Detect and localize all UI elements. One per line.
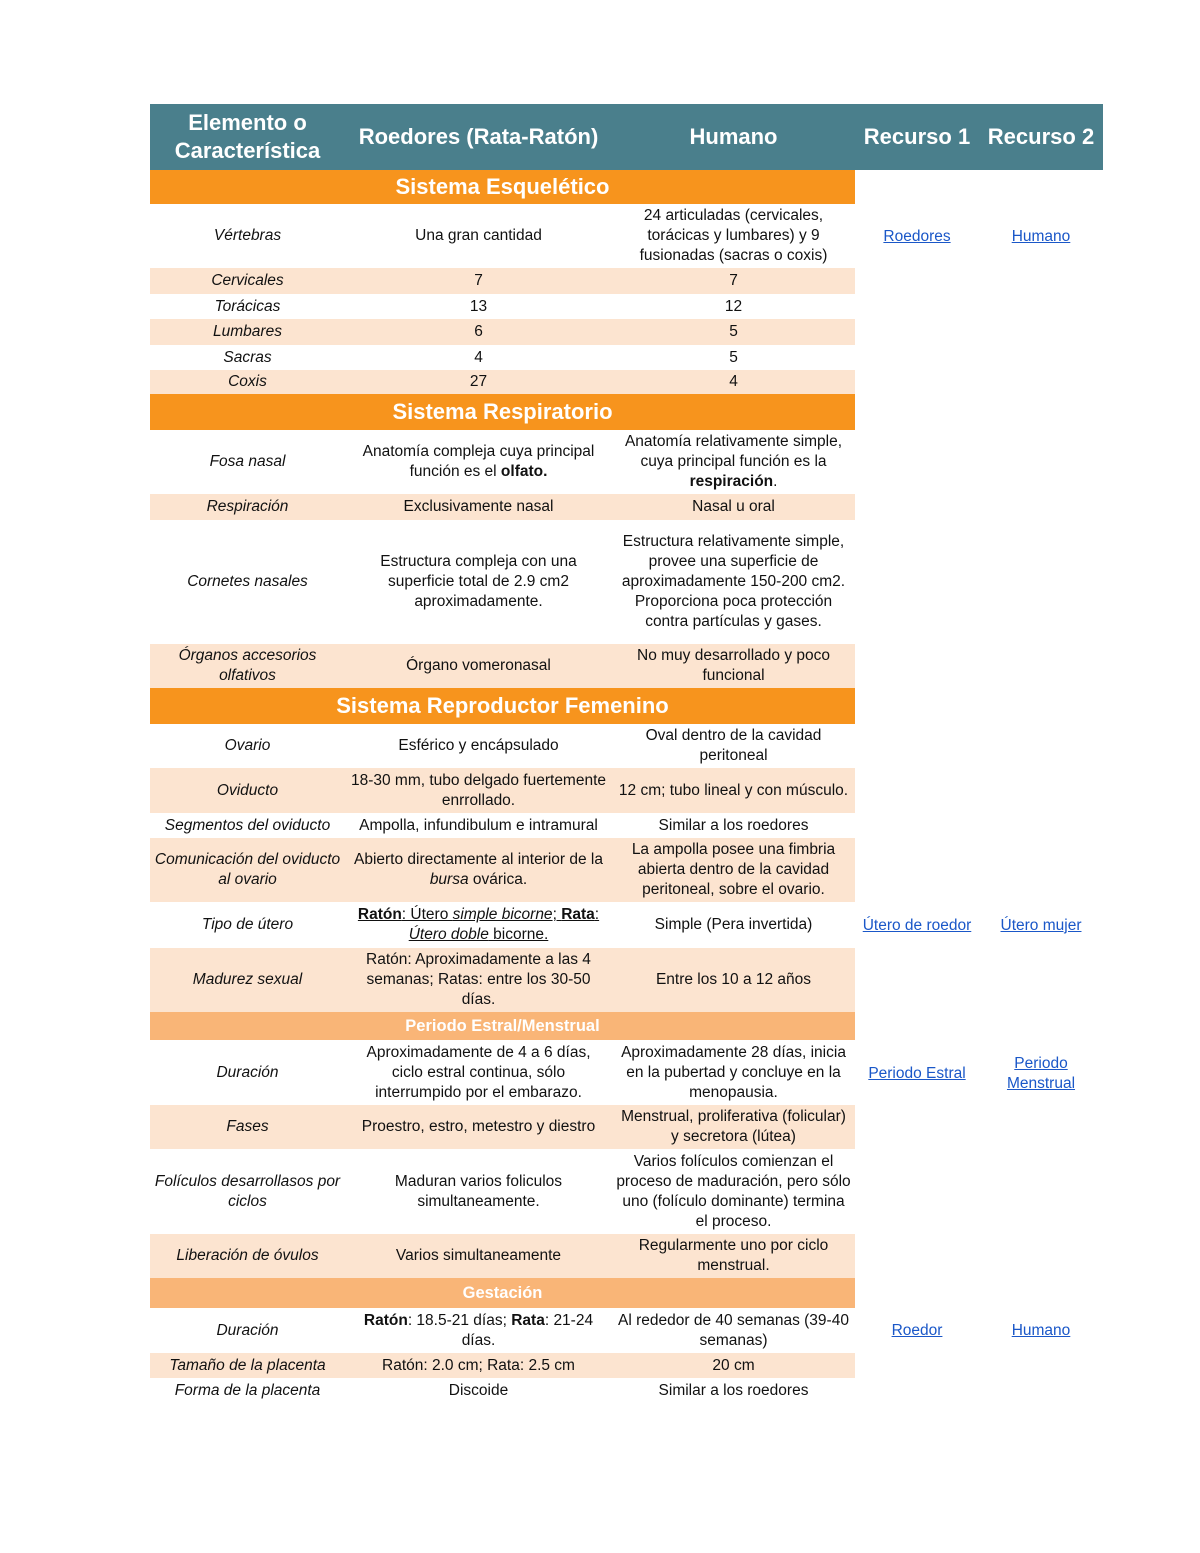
table-row xyxy=(150,902,855,948)
link-woman-uterus[interactable]: Útero mujer xyxy=(1000,917,1082,934)
row-human: 4 xyxy=(729,373,738,390)
row-human: Simple (Pera invertida) xyxy=(654,916,813,933)
row-rodents: 13 xyxy=(469,297,488,315)
row-human: 7 xyxy=(729,272,738,289)
row-human: Similar a los roedores xyxy=(658,816,809,834)
row-human: 5 xyxy=(729,323,738,340)
table-row xyxy=(150,294,855,319)
row-human: 24 articuladas (cervicales, torácicas y lumbares) y 9 fusionadas (sacras o coxis) xyxy=(639,207,828,264)
row-element: Torácicas xyxy=(214,297,281,315)
row-rodents: Esférico y encápsulado xyxy=(398,737,559,754)
row-human: Menstrual, proliferativa (folicular) y secretora (lútea) xyxy=(621,1108,846,1145)
table-row xyxy=(150,838,855,902)
link-menstrual-period[interactable]: Periodo Menstrual xyxy=(1006,1055,1076,1092)
row-rodents: Ratón: Útero simple bicorne; Rata: Útero doble bicorne. xyxy=(357,906,600,943)
row-human: Al rededor de 40 semanas (39-40 semanas) xyxy=(618,1311,849,1349)
row-human: Similar a los roedores xyxy=(658,1381,809,1399)
row-human: Estructura relativamente simple, provee una superficie de aproximadamente 150-200 cm2. Proporciona poca protección contra partículas y gases. xyxy=(621,533,846,630)
row-rodents: Varios simultaneamente xyxy=(395,1247,562,1264)
row-human: Entre los 10 a 12 años xyxy=(655,971,812,988)
header-rodents: Roedores (Rata-Ratón) xyxy=(345,104,612,170)
row-rodents: Ratón: 18.5-21 días; Rata: 21-24 días. xyxy=(363,1311,594,1349)
row-human: La ampolla posee una fimbria abierta dentro de la cavidad peritoneal, sobre el ovario. xyxy=(631,841,836,898)
row-element: Folículos desarrollasos por ciclos xyxy=(154,1172,341,1210)
table-row xyxy=(150,948,855,1012)
row-rodents: Discoide xyxy=(448,1381,509,1399)
row-rodents: 4 xyxy=(474,348,483,366)
row-rodents: Ratón: 2.0 cm; Rata: 2.5 cm xyxy=(382,1356,575,1374)
table-row xyxy=(150,268,855,294)
link-gestation-human[interactable]: Humano xyxy=(1011,1322,1071,1339)
row-element: Duración xyxy=(216,1321,279,1339)
link-skeletal-rodents[interactable]: Roedores xyxy=(883,228,951,245)
table-row xyxy=(150,1308,855,1353)
row-human: Aproximadamente 28 días, inicia en la pubertad y concluye en la menopausia. xyxy=(621,1043,846,1101)
header-resource-1: Recurso 1 xyxy=(855,104,979,170)
row-human: Regularmente uno por ciclo menstrual. xyxy=(638,1237,829,1274)
row-element: Coxis xyxy=(228,373,267,390)
table-row xyxy=(150,204,855,268)
row-element: Fosa nasal xyxy=(209,453,286,470)
row-element: Órganos accesorios olfativos xyxy=(178,647,317,684)
row-rodents: Abierto directamente al interior de la bursa ovárica. xyxy=(354,851,603,888)
row-rodents: Ampolla, infundibulum e intramural xyxy=(359,816,598,834)
table-row xyxy=(150,1234,855,1278)
row-rodents: 27 xyxy=(469,373,488,390)
section-respiratory: Sistema Respiratorio xyxy=(150,394,855,430)
row-element: Comunicación del oviducto al ovario xyxy=(154,851,341,888)
section-skeletal: Sistema Esquelético xyxy=(150,170,855,204)
row-rodents: Exclusivamente nasal xyxy=(403,498,554,515)
row-element: Madurez sexual xyxy=(192,971,303,988)
row-element: Tipo de útero xyxy=(201,916,294,933)
table-row xyxy=(150,430,855,494)
row-rodents: Estructura compleja con una superficie total de 2.9 cm2 aproximadamente. xyxy=(380,553,577,610)
table-row xyxy=(150,1040,855,1105)
row-rodents: Proestro, estro, metestro y diestro xyxy=(361,1118,596,1135)
row-rodents: 6 xyxy=(474,323,483,340)
subsection-estrous: Periodo Estral/Menstrual xyxy=(150,1012,855,1040)
table-row xyxy=(150,1378,855,1403)
table-row xyxy=(150,370,855,394)
link-estrous-period[interactable]: Periodo Estral xyxy=(868,1065,966,1082)
table-row xyxy=(150,1149,855,1234)
row-human: No muy desarrollado y poco funcional xyxy=(637,647,830,684)
header-element: Elemento o Característica xyxy=(150,104,345,170)
row-element: Respiración xyxy=(206,498,289,515)
row-element: Forma de la placenta xyxy=(174,1381,321,1399)
row-element: Oviducto xyxy=(216,781,279,799)
row-rodents: Maduran varios foliculos simultaneamente. xyxy=(394,1172,563,1210)
row-element: Sacras xyxy=(223,348,272,366)
row-human: 12 xyxy=(724,297,743,315)
table-row xyxy=(150,319,855,345)
row-rodents: Aproximadamente de 4 a 6 días, ciclo estral continua, sólo interrumpido por el embarazo. xyxy=(366,1043,591,1101)
row-human: Oval dentro de la cavidad peritoneal xyxy=(645,727,822,764)
row-human: 12 cm; tubo lineal y con músculo. xyxy=(618,781,849,799)
link-skeletal-human[interactable]: Humano xyxy=(1011,228,1071,245)
table-row xyxy=(150,494,855,520)
row-element: Vértebras xyxy=(213,227,282,244)
section-reproductive: Sistema Reproductor Femenino xyxy=(150,688,855,724)
table-row xyxy=(150,768,855,813)
row-rodents: 18-30 mm, tubo delgado fuertemente enrrollado. xyxy=(350,771,607,809)
row-element: Liberación de óvulos xyxy=(176,1247,319,1264)
table-row xyxy=(150,520,855,644)
table-row xyxy=(150,724,855,768)
row-human: 5 xyxy=(729,348,738,366)
row-rodents: 7 xyxy=(474,272,483,289)
link-gestation-rodent[interactable]: Roedor xyxy=(891,1322,943,1339)
row-human: Anatomía relativamente simple, cuya principal función es la respiración. xyxy=(624,433,843,490)
row-rodents: Ratón: Aproximadamente a las 4 semanas; Ratas: entre los 30-50 días. xyxy=(366,951,591,1008)
row-human: Nasal u oral xyxy=(692,498,775,515)
row-rodents: Órgano vomeronasal xyxy=(406,657,551,674)
row-element: Duración xyxy=(216,1063,279,1081)
row-element: Cervicales xyxy=(211,272,284,289)
header-human: Humano xyxy=(612,104,855,170)
row-element: Cornetes nasales xyxy=(187,573,308,590)
table-row xyxy=(150,1105,855,1149)
table-row xyxy=(150,813,855,838)
row-element: Fases xyxy=(226,1118,269,1135)
table-row xyxy=(150,345,855,370)
link-rodent-uterus[interactable]: Útero de roedor xyxy=(862,917,972,934)
header-resource-2: Recurso 2 xyxy=(979,104,1103,170)
row-element: Lumbares xyxy=(213,323,282,340)
row-human: Varios folículos comienzan el proceso de maduración, pero sólo uno (folículo dominante) termina el proceso. xyxy=(616,1152,851,1230)
row-element: Ovario xyxy=(224,737,271,754)
row-element: Segmentos del oviducto xyxy=(164,816,331,834)
table-row xyxy=(150,644,855,688)
row-rodents: Anatomía compleja cuya principal función es el olfato. xyxy=(362,443,595,480)
subsection-gestation: Gestación xyxy=(150,1278,855,1308)
row-human: 20 cm xyxy=(712,1356,755,1374)
row-element: Tamaño de la placenta xyxy=(169,1356,326,1374)
table-row xyxy=(150,1353,855,1378)
row-rodents: Una gran cantidad xyxy=(415,227,542,244)
